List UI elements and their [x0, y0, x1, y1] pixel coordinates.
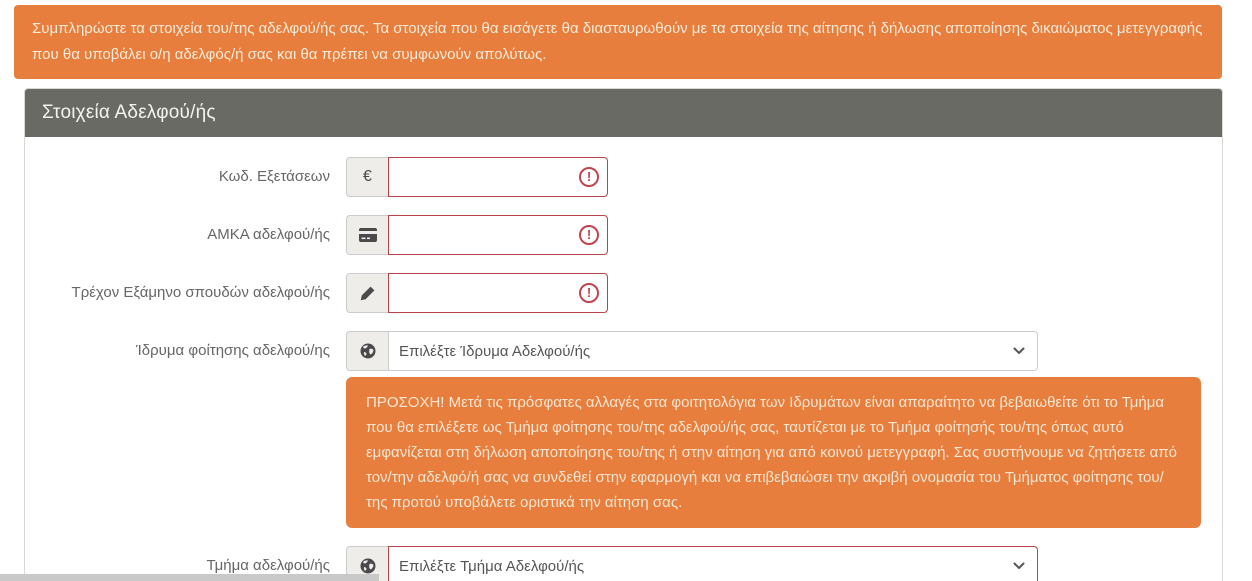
page-bottom-edge	[0, 574, 379, 581]
panel-title: Στοιχεία Αδελφού/ής	[42, 102, 216, 123]
exam-code-input[interactable]	[388, 157, 608, 197]
department-label: Τμήμα αδελφού/ής	[206, 557, 330, 574]
exclamation-circle-icon: !	[579, 167, 599, 187]
credit-card-icon	[346, 215, 388, 255]
institution-label: Ίδρυμα φοίτησης αδελφού/ης	[136, 342, 330, 359]
euro-icon: €	[346, 157, 388, 197]
semester-row	[25, 273, 1222, 313]
amka-group	[346, 215, 608, 255]
info-alert	[14, 5, 1222, 79]
pencil-icon	[346, 273, 388, 313]
institution-group	[346, 331, 1038, 371]
department-select[interactable]	[388, 546, 1038, 581]
attention-warning-text: ΠΡΟΣΟΧΗ! Μετά τις πρόσφατες αλλαγές στα φοιτητολόγια των Ιδρυμάτων είναι απαραίτητο να βεβαιωθείτε ότι το Τμήμα που θα επιλέξετε ως Τμήμα φοίτησης του/της αδελφού/ής σας, ταυτίζεται με το Τμήμα φοίτησής του/της όπως αυτό εμφανίζεται στη δήλωση αποποίησης του/της ή στην αίτηση για από κοινού μετεγγραφή. Σας συστήνουμε να ζητήσετε από τον/την αδελφό/ή σας να συνδεθεί στην εφαρμογή και να επιβεβαιώσει την ακριβή ονομασία του Τμήματος φοίτησης του/της προτού υποβάλετε οριστικά την αίτηση σας.	[366, 394, 1178, 511]
institution-row	[25, 331, 1222, 371]
panel-header	[25, 89, 1222, 137]
amka-row	[25, 215, 1222, 255]
semester-group	[346, 273, 608, 313]
semester-label: Τρέχον Εξάμηνο σπουδών αδελφού/ής	[71, 284, 330, 301]
info-alert-text: Συμπληρώστε τα στοιχεία του/της αδελφού/ής σας. Τα στοιχεία που θα εισάγετε θα διασταυρωθούν με τα στοιχεία της αίτησης ή δήλωσης αποποίησης δικαιώματος μετεγγραφής που θα υποβάλει ο/η αδελφός/ή σας και θα πρέπει να συμφωνούν απολύτως.	[32, 20, 1203, 63]
institution-select-wrap	[388, 331, 1038, 371]
exam-code-row	[25, 157, 1222, 197]
semester-input[interactable]	[388, 273, 608, 313]
exclamation-circle-icon: !	[579, 283, 599, 303]
amka-label: ΑΜΚΑ αδελφού/ής	[207, 226, 330, 243]
attention-warning-box	[346, 377, 1201, 528]
department-select-wrap	[388, 546, 1038, 581]
exclamation-circle-icon: !	[579, 225, 599, 245]
exam-code-label: Κωδ. Εξετάσεων	[218, 168, 330, 185]
globe-icon	[346, 331, 388, 371]
panel-body	[25, 137, 1222, 581]
sibling-details-panel	[24, 88, 1223, 581]
exam-code-group	[346, 157, 608, 197]
department-group	[346, 546, 1038, 581]
institution-select[interactable]	[388, 331, 1038, 371]
amka-input[interactable]	[388, 215, 608, 255]
